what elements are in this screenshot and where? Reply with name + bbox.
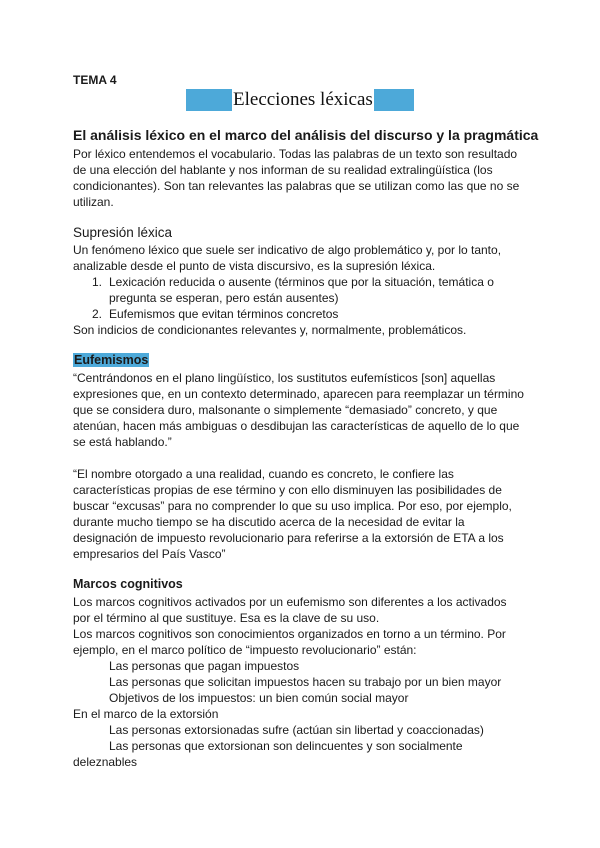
quote-line: designación de impuesto revolucionario para referirse a la extorsión de ETA a los (73, 531, 504, 545)
paragraph-line: condicionantes). Son tan relevantes las palabras que se utilizan como las que no se (73, 179, 520, 193)
quote-line: atenúan, hacen más ambiguas o desdibujan las características de aquello de lo que (73, 419, 520, 433)
quote-line: características propias de ese término y con ello disminuyen las posibilidades de (73, 483, 502, 497)
section-heading-cognitive-frames: Marcos cognitivos (73, 577, 183, 591)
paragraph-line: Por léxico entendemos el vocabulario. Todas las palabras de un texto son resultado (73, 147, 518, 161)
paragraph-line: En el marco de la extorsión (73, 707, 219, 721)
indented-line: Las personas extorsionadas sufre (actúan sin libertad y coaccionadas) (109, 723, 484, 737)
paragraph-line: de una elección del hablante y nos informan de su realidad extralingüística (los (73, 163, 493, 177)
topic-label: TEMA 4 (73, 73, 117, 87)
paragraph-line: utilizan. (73, 195, 114, 209)
quote-line: “El nombre otorgado a una realidad, cuando es concreto, le confiere las (73, 467, 454, 481)
quote-line: buscar “excusas” para no comprender lo que su uso implica. Por eso, por ejemplo, (73, 499, 512, 513)
indented-line: Las personas que pagan impuestos (109, 659, 300, 673)
list-item-line: pregunta se esperan, pero están ausentes) (109, 291, 339, 305)
list-number: 1. (92, 275, 103, 289)
paragraph-line: Los marcos cognitivos activados por un eufemismo son diferentes a los activados (73, 595, 507, 609)
quote-line: “Centrándonos en el plano lingüístico, los sustitutos eufemísticos [son] aquellas (73, 371, 496, 385)
section-heading-suppression: Supresión léxica (73, 225, 173, 240)
quote-line: durante mucho tiempo se ha discutido acerca de la necesidad de evitar la (73, 515, 465, 529)
paragraph-line: Los marcos cognitivos son conocimientos organizados en torno a un término. Por (73, 627, 506, 641)
list-item-line: Lexicación reducida o ausente (términos que por la situación, temática o (109, 275, 494, 289)
page-title: Elecciones léxicas (233, 89, 373, 110)
section-heading-analysis: El análisis léxico en el marco del análisis del discurso y la pragmática (73, 127, 539, 143)
quote-line: que se considera duro, malsonante o simplemente “demasiado” concreto, y que (73, 403, 498, 417)
section-heading-euphemisms (73, 353, 149, 367)
quote-line: se está hablando.” (73, 435, 172, 449)
indented-line: Las personas que extorsionan son delincuentes y son socialmente (109, 739, 463, 753)
paragraph-line: por el término al que sustituye. Esa es la clave de su uso. (73, 611, 380, 625)
list-item-line: Eufemismos que evitan términos concretos (109, 307, 339, 321)
euphemisms-highlight: Eufemismos (74, 353, 149, 367)
paragraph-line: Son indicios de condicionantes relevantes y, normalmente, problemáticos. (73, 323, 467, 337)
paragraph-line: Un fenómeno léxico que suele ser indicativo de algo problemático y, por lo tanto, (73, 243, 502, 257)
quote-line: expresiones que, en un contexto determinado, aparecen para reemplazar un término (73, 387, 524, 401)
title-banner (186, 89, 414, 111)
paragraph-line: ejemplo, en el marco político de “impuesto revolucionario” están: (73, 643, 417, 657)
quote-line: empresarios del País Vasco” (73, 547, 226, 561)
paragraph-line: deleznables (73, 755, 138, 769)
list-number: 2. (92, 307, 103, 321)
indented-line: Objetivos de los impuestos: un bien común social mayor (109, 691, 409, 705)
paragraph-line: analizable desde el punto de vista discursivo, es la supresión léxica. (73, 259, 436, 273)
indented-line: Las personas que solicitan impuestos hacen su trabajo por un bien mayor (109, 675, 502, 689)
